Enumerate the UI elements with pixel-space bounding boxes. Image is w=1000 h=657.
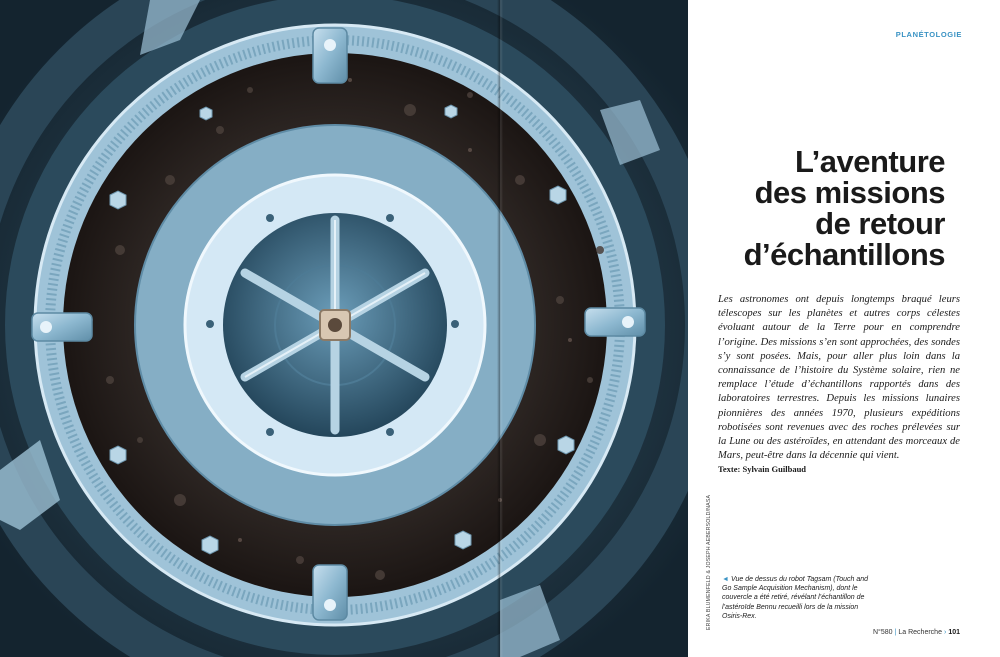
photo-credit: ERIKA BLUMENFELD & JOSEPH AEBERSOLD/NASA xyxy=(706,494,712,630)
folio-arrow: › xyxy=(943,629,947,636)
page-folio xyxy=(873,629,960,636)
folio-separator: | xyxy=(894,629,897,636)
folio-issue: N°580 xyxy=(873,629,893,636)
caption-text: Vue de dessus du robot Tagsam (Touch and Go Sample Acquisition Mechanism), dont le couvercle a été retiré, révélant l’échantillon de l’astéroïde Bennu recueilli lors de la mission Osiris-Rex. xyxy=(722,576,869,620)
title-line-2: des missions xyxy=(754,175,945,210)
article-title xyxy=(685,146,945,270)
section-rubric: PLANÉTOLOGIE xyxy=(895,30,962,39)
folio-magazine: La Recherche xyxy=(898,629,942,636)
title-line-4: d’échantillons xyxy=(743,237,945,272)
caption-pointer-icon: ◄ xyxy=(722,576,729,583)
folio-page-number: 101 xyxy=(948,629,960,636)
article-lede: Les astronomes ont depuis longtemps braqué leurs télescopes sur les planètes et autres corps célestes évoluant autour de la Terre pour en comprendre l’origine. Des missions s’en sont approchées, des sondes s’y sont posées. Mais, pour aller plus loin dans la connaissance de l’histoire du Système solaire, rien ne remplace l’étude d’échantillons rapportés dans des laboratoires terrestres. Depuis les missions lunaires pionnières des années 1970, plusieurs expéditions robotisées sont revenues avec des roches prélevées sur la Lune ou des astéroïdes, en attendant des morceaux de Mars, peut-être dans la décennie qui vient. xyxy=(718,294,960,462)
right-page xyxy=(688,0,1000,657)
author-credit: Texte: Sylvain Guilbaud xyxy=(718,464,807,474)
title-line-1: L’aventure xyxy=(794,144,945,179)
title-line-3: de retour xyxy=(815,206,945,241)
page-gutter xyxy=(497,0,503,657)
photo-caption xyxy=(722,575,877,621)
